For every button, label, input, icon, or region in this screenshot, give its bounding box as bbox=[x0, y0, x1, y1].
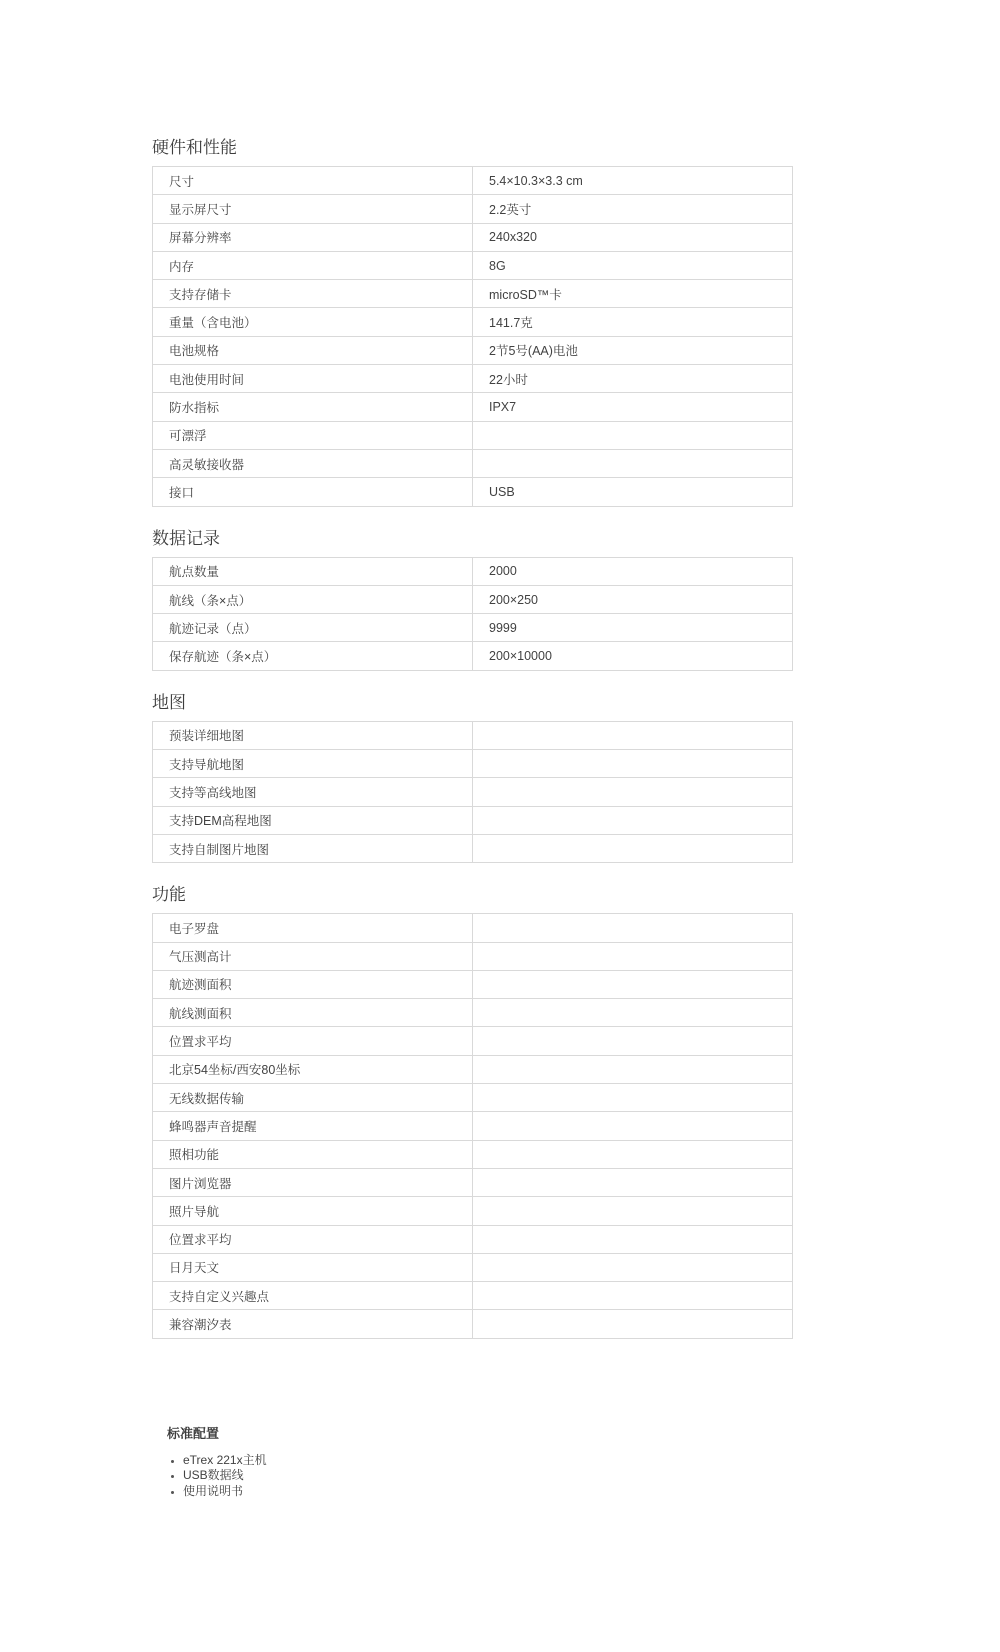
spec-value bbox=[473, 834, 793, 862]
spec-row bbox=[153, 167, 793, 195]
spec-row bbox=[153, 1140, 793, 1168]
spec-label: 位置求平均 bbox=[153, 1225, 473, 1253]
spec-value: USB bbox=[473, 478, 793, 506]
spec-label: 显示屏尺寸 bbox=[153, 195, 473, 223]
spec-value: 200×10000 bbox=[473, 642, 793, 670]
standard-config-list bbox=[167, 1453, 793, 1500]
spec-row bbox=[153, 1310, 793, 1338]
spec-row bbox=[153, 750, 793, 778]
spec-label: 位置求平均 bbox=[153, 1027, 473, 1055]
section-title: 地图 bbox=[152, 692, 186, 712]
spec-section bbox=[152, 694, 793, 863]
spec-value bbox=[473, 999, 793, 1027]
spec-row bbox=[153, 806, 793, 834]
spec-label: 防水指标 bbox=[153, 393, 473, 421]
section-title: 数据记录 bbox=[152, 528, 220, 548]
spec-label: 重量（含电池） bbox=[153, 308, 473, 336]
spec-row bbox=[153, 195, 793, 223]
spec-label: 兼容潮汐表 bbox=[153, 1310, 473, 1338]
spec-label: 航点数量 bbox=[153, 557, 473, 585]
spec-row bbox=[153, 393, 793, 421]
spec-label: 航线测面积 bbox=[153, 999, 473, 1027]
spec-value bbox=[473, 421, 793, 449]
spec-label: 电池规格 bbox=[153, 336, 473, 364]
spec-row bbox=[153, 1253, 793, 1281]
spec-label: 航迹测面积 bbox=[153, 970, 473, 998]
spec-row bbox=[153, 970, 793, 998]
spec-value: 200×250 bbox=[473, 585, 793, 613]
spec-value bbox=[473, 1084, 793, 1112]
spec-label: 照相功能 bbox=[153, 1140, 473, 1168]
spec-label: 尺寸 bbox=[153, 167, 473, 195]
spec-value: 8G bbox=[473, 251, 793, 279]
spec-value bbox=[473, 970, 793, 998]
spec-label: 支持自定义兴趣点 bbox=[153, 1282, 473, 1310]
spec-row bbox=[153, 421, 793, 449]
spec-section bbox=[152, 139, 793, 507]
standard-config-section bbox=[167, 1423, 793, 1500]
spec-label: 支持自制图片地图 bbox=[153, 834, 473, 862]
spec-value bbox=[473, 1168, 793, 1196]
spec-label: 可漂浮 bbox=[153, 421, 473, 449]
spec-value bbox=[473, 1112, 793, 1140]
spec-row bbox=[153, 585, 793, 613]
spec-value bbox=[473, 1140, 793, 1168]
spec-value: 240x320 bbox=[473, 223, 793, 251]
standard-config-item: • USB数据线 bbox=[183, 1468, 793, 1484]
spec-table bbox=[152, 166, 793, 507]
spec-row bbox=[153, 1282, 793, 1310]
spec-value bbox=[473, 1197, 793, 1225]
spec-row bbox=[153, 308, 793, 336]
spec-section bbox=[152, 530, 793, 671]
section-title: 硬件和性能 bbox=[152, 138, 237, 157]
spec-label: 航线（条×点） bbox=[153, 585, 473, 613]
spec-row bbox=[153, 614, 793, 642]
spec-row bbox=[153, 449, 793, 477]
spec-row bbox=[153, 280, 793, 308]
spec-value bbox=[473, 750, 793, 778]
spec-row bbox=[153, 251, 793, 279]
spec-value: 2.2英寸 bbox=[473, 195, 793, 223]
spec-label: 支持等高线地图 bbox=[153, 778, 473, 806]
spec-value bbox=[473, 942, 793, 970]
spec-row bbox=[153, 1168, 793, 1196]
spec-label: 电子罗盘 bbox=[153, 914, 473, 942]
spec-value bbox=[473, 1310, 793, 1338]
spec-label: 支持DEM高程地图 bbox=[153, 806, 473, 834]
spec-value bbox=[473, 1055, 793, 1083]
spec-sections bbox=[152, 139, 793, 1339]
spec-value bbox=[473, 806, 793, 834]
spec-row bbox=[153, 1225, 793, 1253]
spec-section bbox=[152, 886, 793, 1338]
spec-value: 2000 bbox=[473, 557, 793, 585]
spec-label: 内存 bbox=[153, 251, 473, 279]
spec-value bbox=[473, 1225, 793, 1253]
spec-label: 无线数据传输 bbox=[153, 1084, 473, 1112]
spec-value: 9999 bbox=[473, 614, 793, 642]
spec-row bbox=[153, 999, 793, 1027]
spec-label: 屏幕分辨率 bbox=[153, 223, 473, 251]
spec-value: IPX7 bbox=[473, 393, 793, 421]
spec-value: 141.7克 bbox=[473, 308, 793, 336]
spec-row bbox=[153, 365, 793, 393]
spec-label: 日月天文 bbox=[153, 1253, 473, 1281]
spec-row bbox=[153, 778, 793, 806]
spec-label: 预装详细地图 bbox=[153, 721, 473, 749]
spec-value bbox=[473, 914, 793, 942]
spec-label: 保存航迹（条×点） bbox=[153, 642, 473, 670]
product-spec-page bbox=[152, 0, 793, 1499]
spec-row bbox=[153, 642, 793, 670]
spec-value bbox=[473, 449, 793, 477]
spec-label: 蜂鸣器声音提醒 bbox=[153, 1112, 473, 1140]
spec-row bbox=[153, 223, 793, 251]
spec-value bbox=[473, 721, 793, 749]
standard-config-item: • eTrex 221x主机 bbox=[183, 1453, 793, 1469]
spec-value bbox=[473, 1027, 793, 1055]
spec-value bbox=[473, 1282, 793, 1310]
section-title: 功能 bbox=[152, 885, 186, 905]
spec-label: 气压测高计 bbox=[153, 942, 473, 970]
standard-config-title: 标准配置 bbox=[167, 1425, 220, 1441]
standard-config-item: • 使用说明书 bbox=[183, 1484, 793, 1500]
spec-value: 2节5号(AA)电池 bbox=[473, 336, 793, 364]
spec-row bbox=[153, 1197, 793, 1225]
spec-row bbox=[153, 914, 793, 942]
spec-label: 高灵敏接收器 bbox=[153, 449, 473, 477]
spec-table bbox=[152, 721, 793, 863]
spec-row bbox=[153, 336, 793, 364]
spec-value bbox=[473, 1253, 793, 1281]
spec-label: 图片浏览器 bbox=[153, 1168, 473, 1196]
spec-value bbox=[473, 778, 793, 806]
spec-row bbox=[153, 942, 793, 970]
spec-label: 接口 bbox=[153, 478, 473, 506]
spec-row bbox=[153, 557, 793, 585]
spec-value: microSD™卡 bbox=[473, 280, 793, 308]
spec-row bbox=[153, 1112, 793, 1140]
spec-label: 支持导航地图 bbox=[153, 750, 473, 778]
spec-label: 航迹记录（点） bbox=[153, 614, 473, 642]
spec-row bbox=[153, 834, 793, 862]
spec-value: 5.4×10.3×3.3 cm bbox=[473, 167, 793, 195]
spec-row bbox=[153, 478, 793, 506]
spec-row bbox=[153, 1027, 793, 1055]
spec-table bbox=[152, 557, 793, 671]
spec-label: 北京54坐标/西安80坐标 bbox=[153, 1055, 473, 1083]
spec-label: 电池使用时间 bbox=[153, 365, 473, 393]
spec-table bbox=[152, 913, 793, 1338]
spec-row bbox=[153, 1084, 793, 1112]
spec-label: 支持存储卡 bbox=[153, 280, 473, 308]
spec-value: 22小时 bbox=[473, 365, 793, 393]
spec-label: 照片导航 bbox=[153, 1197, 473, 1225]
spec-row bbox=[153, 721, 793, 749]
spec-row bbox=[153, 1055, 793, 1083]
